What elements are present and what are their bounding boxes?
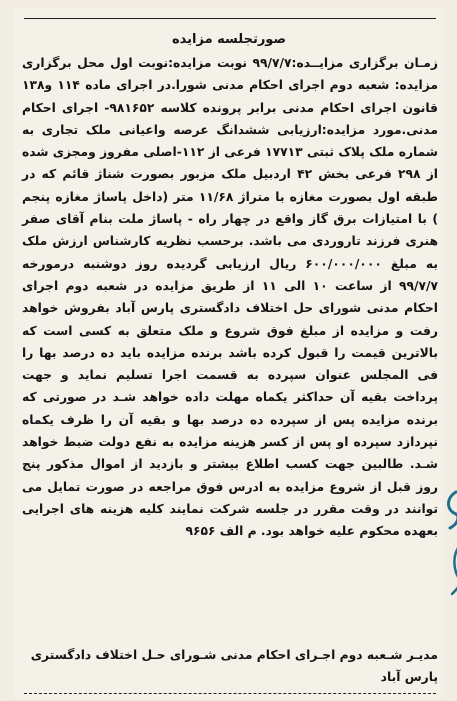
margin-ink-mark <box>442 488 457 598</box>
notice-body <box>22 52 438 543</box>
auction-notice <box>14 8 444 698</box>
notice-signature: مدیـر شـعبه دوم اجـرای احکام مدنی شـورای حـل اختلاف دادگستری پارس آباد <box>30 648 438 684</box>
notice-title: صورتجلسه مزایده <box>171 32 287 47</box>
top-rule <box>24 18 436 19</box>
bottom-dashed-rule <box>24 693 436 694</box>
notice-body-paragraph: زمـان برگزاری مزایــده:۹۹/۷/۷ نوبت مزایده:نوبت اول محل برگزاری مزایده: شعبه دوم اجرای احکام مدنی شورا.در اجرای ماده ۱۱۴ و۱۳۸ قانون اجرای احکام مدنی برابر پرونده کلاسه ۹۸۱۶۵۲- اجرای احکام مدنی.مورد مزایده:ارزیابی ششدانگ عرصه واعیانی ملک تجاری به شماره ملک پلاک ثبتی ۱۷۷۱۳ فرعی از ۱۱۲-اصلی مفروز ومجزی شده از ۲۹۸ فرعی بخش ۴۲ اردبیل ملک مزبور بصورت شناژ قائم که در طبقه اول بصورت مغازه با متراژ ۱۱/۶۸ متر (داخل پاساژ مغازه پنجم ) با امتیازات برق گاز واقع در چهار راه - پاساژ ملت بنام آقای صفر هنری فرزند تاروردی می باشد. برحسب نظریه کارشناس ارزش ملک به مبلغ ۶۰۰/۰۰۰/۰۰۰ ریال ارزیابی گردیده روز دوشنبه درمورخه ۹۹/۷/۷ از ساعت ۱۰ الی ۱۱ از طریق مزایده در شعبه دوم اجرای احکام مدنی شورای حل اختلاف دادگستری پارس آباد بفروش خواهد رفت و مزایده از مبلغ فوق شروع و ملک متعلق به کسی است که بالاترین قیمت را قبول کرده باشد برنده مزایده باید ده درصد بها را فی المجلس عنوان سپرده به قسمت اجرا تسلیم نماید و جهت پرداخت بقیه آن حداکثر یکماه مهلت داده خواهد شـد در صورتی که برنده مزایده پس از سپرده ده درصد بها و بقیه آن را ظرف یکماه نپردازد سپرده او پس از کسر هزینه مزایده به نفع دولت ضبط خواهد شـد. طالبین جهت کسب اطلاع بیشتر و بازدید از اموال مذکور پنج روز قبل از شروع مزایده به ادرس فوق مراجعه در صورت تمایل می توانند در وقت مقرر در جلسه شرکت نمایند کلیه هزینه های اجرایی بعهده محکوم علیه خواهد بود. م الف ۹۶۵۶ <box>22 56 439 539</box>
